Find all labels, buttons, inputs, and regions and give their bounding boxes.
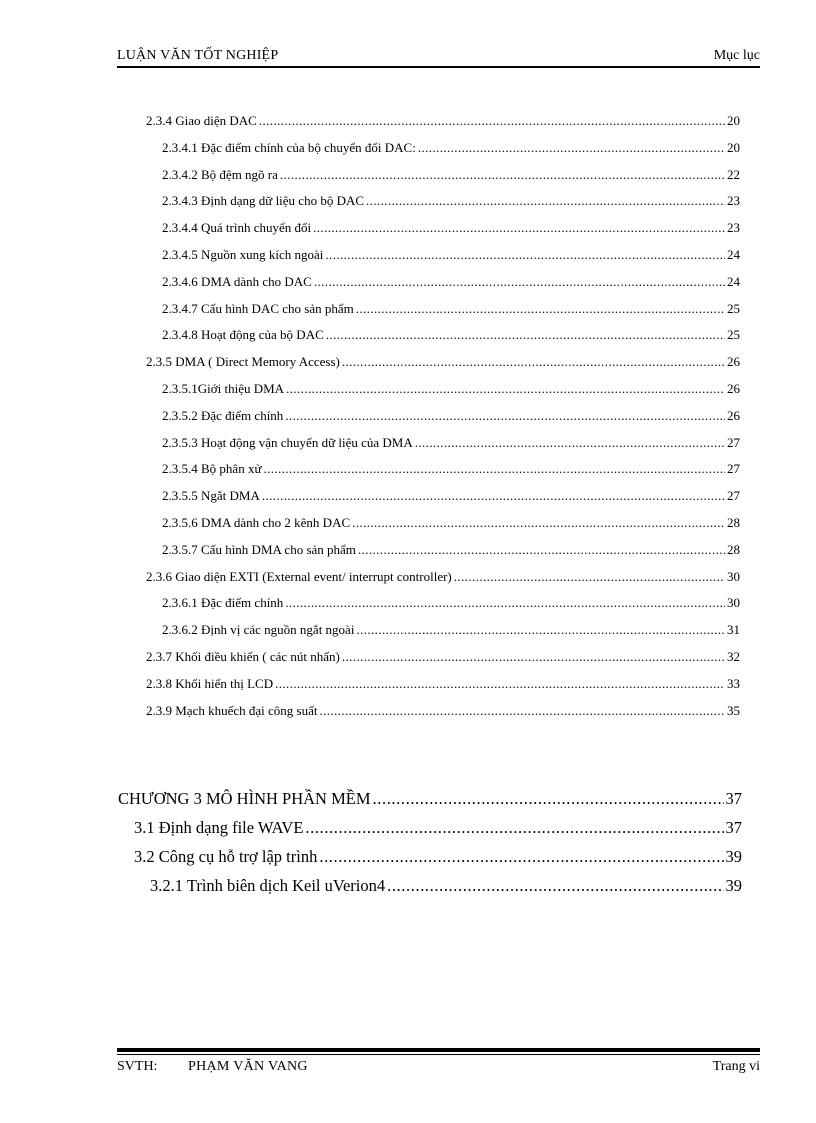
toc-leader-dots — [342, 649, 725, 665]
footer-rule-thin — [117, 1054, 760, 1055]
toc-entry[interactable] — [146, 649, 740, 665]
toc-leader-dots — [325, 247, 725, 263]
toc-entry[interactable] — [162, 220, 740, 236]
toc-leader-dots — [285, 595, 725, 611]
toc-leader-dots — [286, 381, 725, 397]
toc-leader-dots — [326, 327, 725, 343]
toc-entry-page: 26 — [727, 407, 740, 423]
toc-entry-page: 35 — [727, 702, 740, 718]
toc-leader-dots — [319, 703, 725, 719]
toc-entry-title: 2.3.4.1 Đặc điểm chính của bộ chuyển đổi DAC: — [162, 139, 416, 155]
toc-entry-page: 28 — [727, 515, 740, 530]
toc-leader-dots — [418, 140, 725, 156]
toc-entry-title: 2.3.8 Khối hiển thị LCD — [146, 675, 274, 691]
toc-leader-dots — [314, 274, 725, 290]
toc-leader-dots — [262, 488, 725, 504]
toc-entry[interactable] — [146, 569, 740, 585]
page-header — [117, 46, 760, 66]
toc-leader-dots — [280, 167, 725, 183]
toc-leader-dots — [352, 515, 725, 531]
toc-entry[interactable] — [162, 274, 740, 290]
toc-entry-page: 37 — [725, 818, 742, 837]
toc-leader-dots — [275, 676, 725, 692]
toc-entry-page: 30 — [727, 595, 740, 611]
toc-leader-dots — [373, 789, 724, 809]
toc-leader-dots — [356, 622, 725, 638]
toc-entry-page: 31 — [727, 622, 740, 638]
toc-entry-page: 25 — [727, 300, 740, 316]
student-name: PHẠM VĂN VANG — [188, 1059, 308, 1074]
toc-entry[interactable] — [162, 140, 740, 156]
toc-entry-title: 2.3.7 Khối điều khiển ( các nút nhấn) — [146, 649, 340, 664]
toc-entry[interactable] — [162, 622, 740, 638]
toc-entry-title: CHƯƠNG 3 MÔ HÌNH PHẦN MỀM — [118, 789, 371, 808]
toc-entry-page: 27 — [727, 434, 740, 450]
toc-entry-title: 2.3.5.7 Cấu hình DMA cho sản phẩm — [162, 541, 356, 557]
footer-rule-thick — [117, 1048, 760, 1052]
toc-entry-title: 2.3.6.1 Đặc điểm chính — [162, 595, 284, 611]
toc-entry[interactable] — [162, 408, 740, 424]
toc-entry-page: 23 — [727, 220, 740, 236]
toc-entry-page: 39 — [725, 847, 742, 866]
toc-entry-page: 25 — [727, 327, 740, 343]
toc-entry-title: 2.3.4.6 DMA dành cho DAC — [162, 273, 312, 289]
toc-entry[interactable] — [162, 542, 740, 558]
toc-entry-page: 27 — [727, 488, 740, 504]
toc-entry[interactable] — [134, 847, 742, 867]
toc-entry[interactable] — [162, 301, 740, 317]
toc-entry-title: 2.3.4.5 Nguồn xung kích ngoài — [162, 247, 324, 262]
toc-entry[interactable] — [162, 327, 740, 343]
thesis-title: LUẬN VĂN TỐT NGHIỆP — [117, 48, 279, 63]
toc-entry[interactable] — [162, 381, 740, 397]
toc-entry-title: 2.3.9 Mạch khuếch đại công suất — [146, 702, 318, 718]
toc-leader-dots — [356, 301, 725, 317]
toc-entry[interactable] — [162, 247, 740, 263]
toc-entry-title: 2.3.6.2 Định vị các nguồn ngắt ngoài — [162, 622, 355, 638]
toc-entry-page: 24 — [727, 273, 740, 289]
toc-entry[interactable] — [162, 167, 740, 183]
toc-entry-page: 26 — [727, 354, 740, 370]
toc-entry-page: 24 — [727, 247, 740, 262]
toc-entry-title: 2.3.4.7 Cấu hình DAC cho sản phẩm — [162, 300, 354, 316]
toc-leader-dots — [305, 818, 723, 838]
toc-entry-page: 27 — [727, 461, 740, 477]
toc-leader-dots — [285, 408, 725, 424]
toc-entry-title: 2.3.5.1Giới thiệu DMA — [162, 381, 285, 396]
toc-entry[interactable] — [162, 515, 740, 531]
toc-entry-title: 2.3.4.3 Định dạng dữ liệu cho bộ DAC — [162, 193, 365, 209]
toc-leader-dots — [319, 847, 723, 867]
toc-entry-page: 30 — [727, 568, 740, 584]
toc-entry-page: 37 — [725, 789, 742, 808]
toc-entry-title: 2.3.5.3 Hoạt động vận chuyển dữ liệu của DMA — [162, 434, 413, 450]
toc-entry-title: 2.3.5 DMA ( Direct Memory Access) — [146, 354, 340, 370]
toc-leader-dots — [366, 193, 725, 209]
toc-entry[interactable] — [146, 676, 740, 692]
toc-entry-page: 22 — [727, 166, 740, 182]
toc-entry[interactable] — [162, 488, 740, 504]
toc-leader-dots — [313, 220, 725, 236]
toc-entry-page: 32 — [727, 649, 740, 664]
toc-leader-dots — [387, 876, 723, 896]
toc-entry-page: 28 — [727, 541, 740, 557]
toc-entry-title: 2.3.4.8 Hoạt động của bộ DAC — [162, 327, 324, 343]
toc-entry-page: 20 — [727, 113, 740, 128]
page-number: Trang vi — [712, 1059, 760, 1074]
toc-entry-title: 2.3.5.2 Đặc điểm chính — [162, 407, 284, 423]
toc-entry-page: 33 — [727, 675, 740, 691]
toc-entry-title: 3.2 Công cụ hỗ trợ lập trình — [134, 847, 318, 866]
toc-entry-title: 3.1 Định dạng file WAVE — [134, 818, 304, 837]
toc-entry[interactable] — [162, 193, 740, 209]
toc-entry-page: 39 — [725, 876, 742, 895]
toc-leader-dots — [259, 113, 725, 129]
toc-entry-title: 2.3.4.2 Bộ đệm ngõ ra — [162, 166, 278, 182]
section-title: Mục lục — [713, 48, 760, 63]
toc-entry[interactable] — [146, 354, 740, 370]
toc-leader-dots — [342, 354, 725, 370]
page-footer — [117, 1057, 760, 1077]
toc-entry[interactable] — [162, 435, 740, 451]
toc-entry-title: 2.3.5.6 DMA dành cho 2 kênh DAC — [162, 515, 351, 530]
toc-entry-page: 23 — [727, 193, 740, 209]
toc-entry[interactable] — [150, 876, 742, 896]
toc-entry[interactable] — [162, 595, 740, 611]
toc-entry-title: 2.3.4.4 Quá trình chuyển đổi — [162, 220, 312, 236]
toc-leader-dots — [454, 569, 725, 585]
toc-entry-title: 2.3.6 Giao diện EXTI (External event/ interrupt controller) — [146, 568, 452, 584]
toc-entry[interactable] — [134, 818, 742, 838]
toc-entry[interactable] — [146, 703, 740, 719]
student-label: SVTH: — [117, 1059, 158, 1074]
toc-entry[interactable] — [162, 461, 740, 477]
toc-entry-title: 2.3.5.5 Ngắt DMA — [162, 488, 260, 504]
toc-entry-page: 20 — [727, 139, 740, 155]
toc-leader-dots — [415, 435, 725, 451]
toc-entry-title: 2.3.4 Giao diện DAC — [146, 113, 257, 128]
toc-leader-dots — [264, 461, 726, 477]
toc-entry[interactable] — [146, 113, 740, 129]
toc-entry[interactable] — [118, 789, 742, 809]
header-rule — [117, 66, 760, 68]
toc-entry-title: 3.2.1 Trình biên dịch Keil uVerion4 — [150, 876, 386, 895]
toc-entry-title: 2.3.5.4 Bộ phân xử — [162, 461, 262, 477]
toc-leader-dots — [358, 542, 725, 558]
toc-entry-page: 26 — [727, 381, 740, 396]
